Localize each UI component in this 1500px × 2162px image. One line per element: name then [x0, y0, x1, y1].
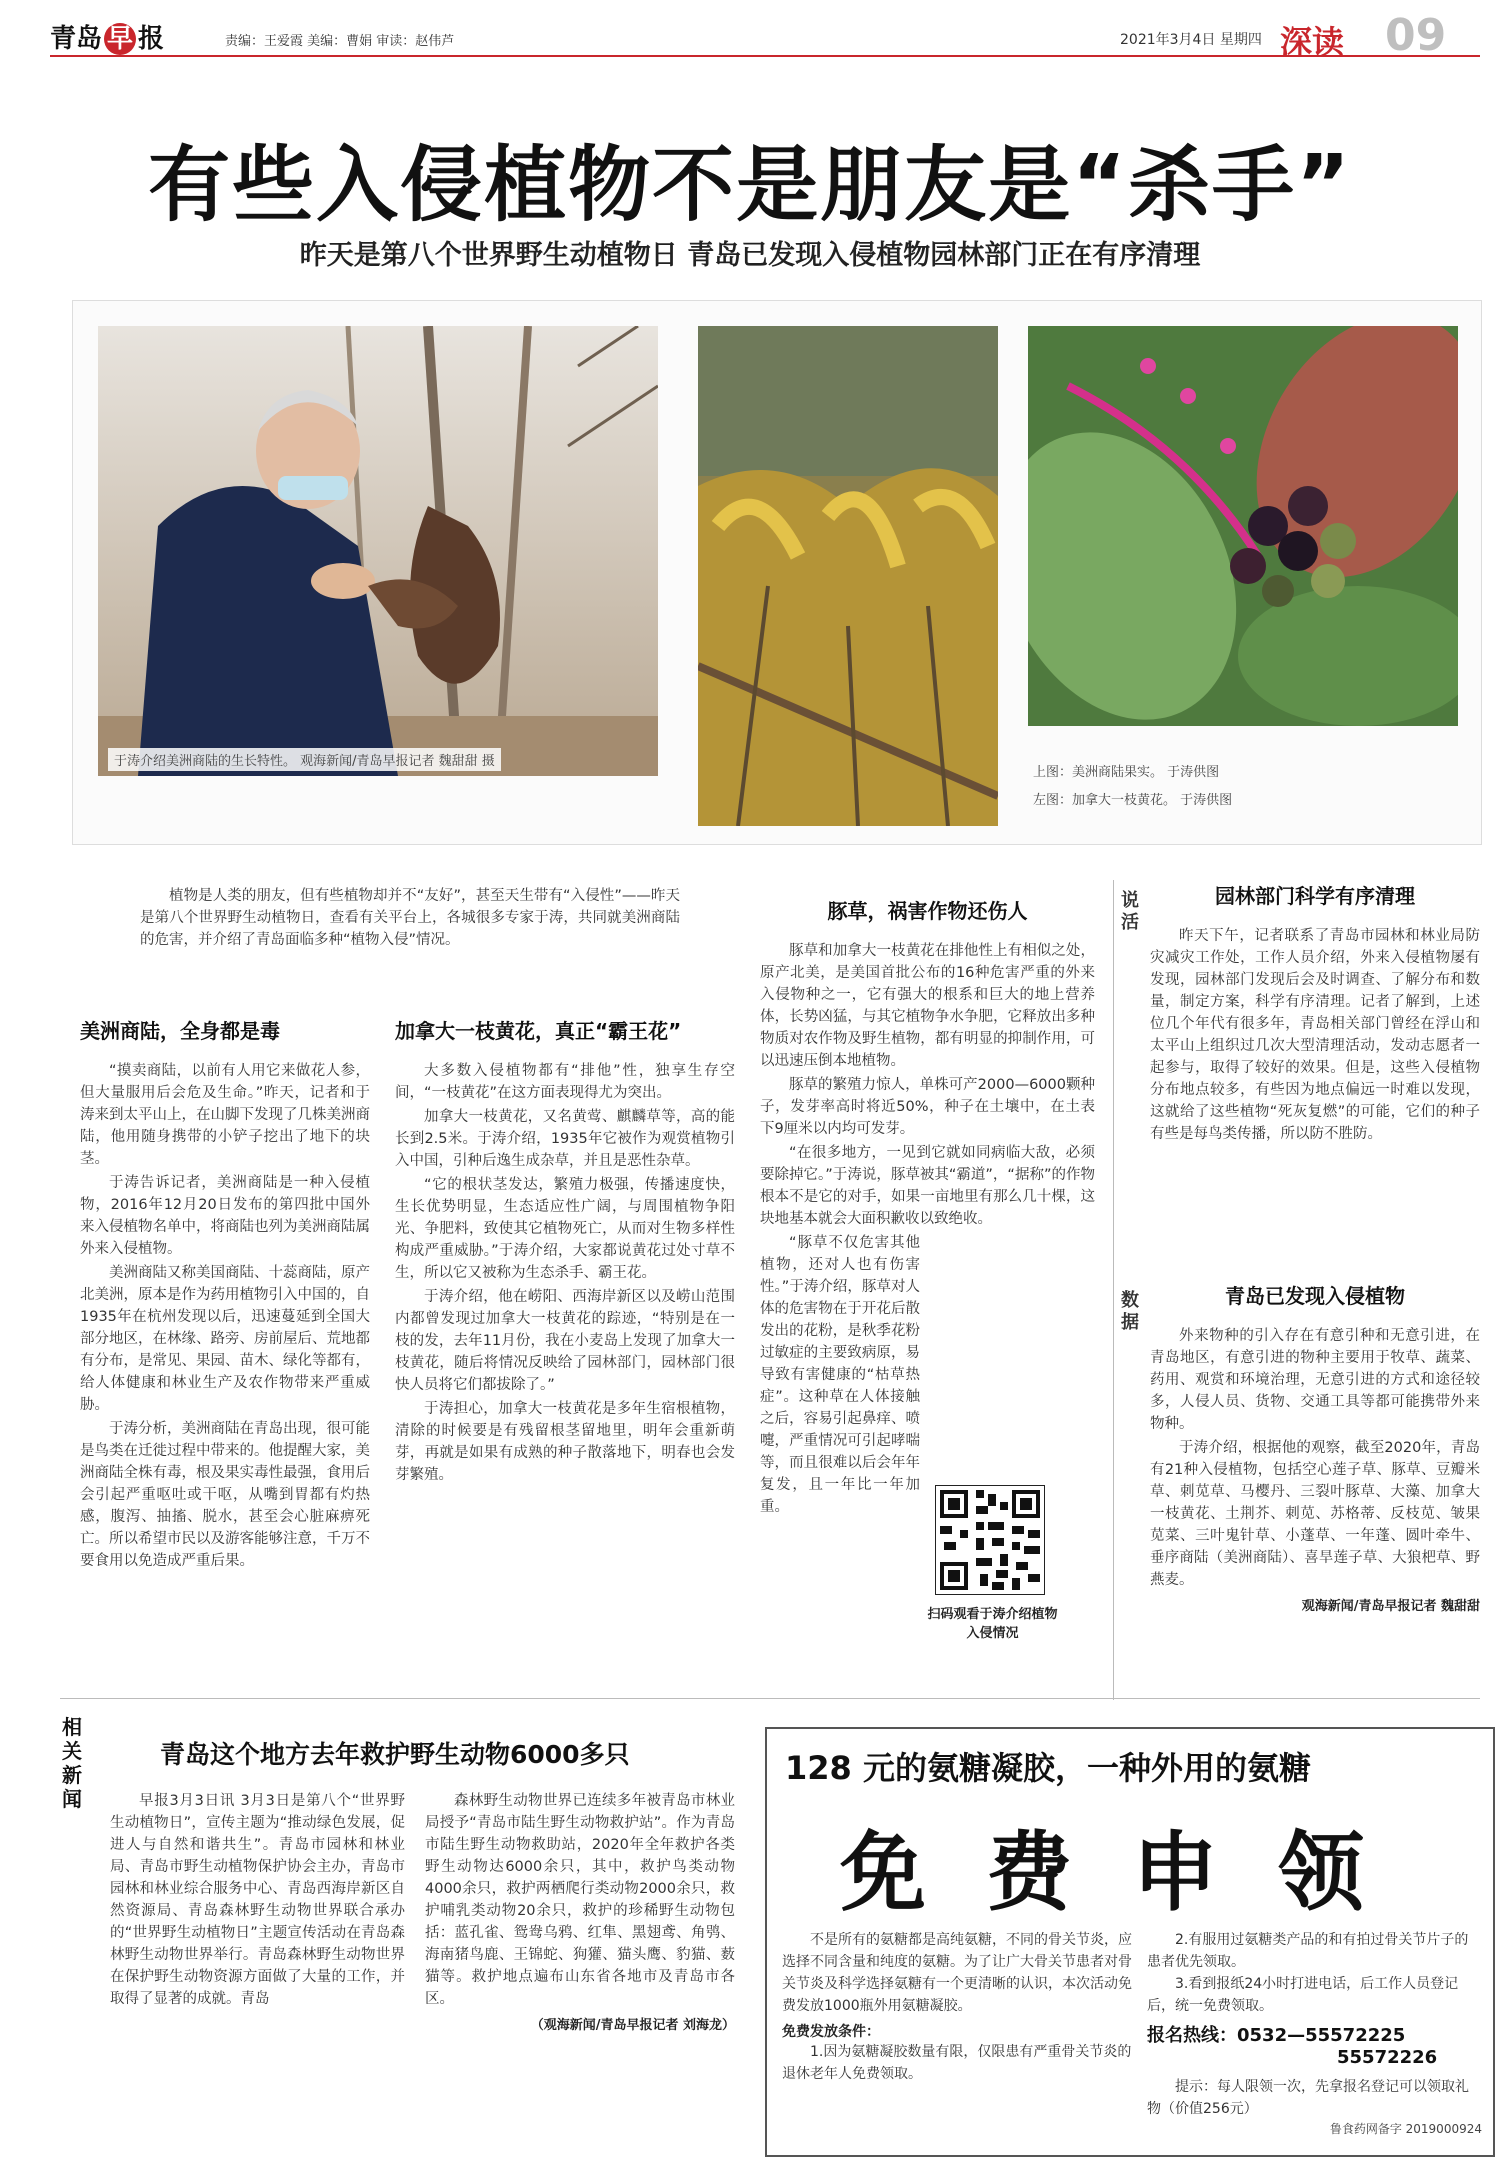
intro-text: 植物是人类的朋友，但有些植物却并不“友好”，甚至天生带有“入侵性”——昨天是第八个世界野生动植物日，查看有关平台上，各城很多专家于涛，共同就美洲商陆的危害，并介绍了青岛面临多种“植物入侵”情况。 [140, 888, 680, 948]
section-title: 园林部门科学有序清理 [1215, 884, 1415, 908]
section-title: 加拿大一枝黄花，真正“霸王花” [395, 1019, 682, 1043]
editor-credits: 责编：王爱霞 美编：曹娟 审读：赵伟芦 [225, 34, 455, 49]
section-title: 豚草，祸害作物还伤人 [827, 899, 1028, 923]
ad-free-claim: 免费申领 [840, 1822, 1424, 1923]
photo-expert-with-root [98, 326, 658, 776]
related-news-col2: 森林野生动物世界已连续多年被青岛市林业局授予“青岛市陆生野生动物救护站”。作为青岛市陆生野生动物救助站，2020年全年救护各类野生动物达6000余只，其中，救护鸟类动物4000余只，救护两栖爬行类动物2000余只，救护哺乳类动物20余只，救护的珍稀野生动物包括：蓝孔雀、鸳鸯乌鸦、红隼、黑翅鸢、角鸮、海南猪鸟鹿、王锦蛇、狗獾、猫头鹰、豹猫、薮猫等。救护地点遍布山东省各地市及青岛市各区。 （观海新闻/青岛早报记者 刘海龙） [425, 1793, 735, 2033]
photo-caption-left: 于涛介绍美洲商陆的生长特性。 观海新闻/青岛早报记者 魏甜甜 摄 [108, 748, 501, 771]
section-invasive-list: 青岛已发现入侵植物 外来物种的引入存在有意引种和无意引进，在青岛地区，有意引进的物种主要用于牧草、蔬菜、药用、观赏和环境治理，无意引进的方式和途径较多，人侵人员、货物、交通工具等都可能携带外来物种。 于涛介绍，根据他的观察，截至2020年，青岛有21种入侵植物，包括空心莲子草、豚草、豆瓣米草、刺苋草、马樱丹、三裂叶豚草、大藻、加拿大一枝黄花、土荆芥、刺苋、苏格蒂、反枝苋、皱果苋菜、三叶鬼针草、小蓬草、一年蓬、圆叶牵牛、垂序商陆（美洲商陆）、喜旱莲子草、大狼杷草、野燕麦。 观海新闻/青岛早报记者 魏甜甜 [1150, 1280, 1480, 1614]
hotline-label: 报名热线： [1147, 2025, 1237, 2046]
byline: 观海新闻/青岛早报记者 魏甜甜 [1301, 1599, 1480, 1614]
subheadline: 昨天是第八个世界野生动植物日 青岛已发现入侵植物园林部门正在有序清理 [299, 240, 1201, 271]
issue-date: 2021年3月4日 星期四 [1120, 32, 1262, 48]
section-title: 美洲商陆，全身都是毒 [80, 1019, 280, 1043]
photo-goldenrod [698, 326, 998, 826]
ad-title: 128 元的氨糖凝胶，一种外用的氨糖 [785, 1749, 1311, 1787]
headline: 有些入侵植物不是朋友是“杀手” [148, 138, 1352, 233]
newspaper-logo: 青岛 早 报 [50, 24, 165, 54]
photo-caption-right-1: 上图：美洲商陆果实。 于涛供图 [1033, 765, 1220, 780]
related-news-label: 相关新闻 [62, 1715, 82, 1811]
section-name: 深读 [1280, 23, 1345, 61]
advertisement [765, 1727, 1495, 2157]
related-news-col1: 早报3月3日讯 3月3日是第八个“世界野生动植物日”，宣传主题为“推动绿色发展，促进人与自然和谐共生”。青岛市园林和林业局、青岛市野生动植物保护协会主办，青岛市园林和林业综合服务中心、青岛西海岸新区自然资源局、青岛森林野生动物世界联合承办的“世界野生动植物日”主题宣传活动在青岛森林野生动物世界举行。青岛森林野生动物世界在保护野生动物资源方面做了大量的工作，并取得了显著的成就。青岛 [110, 1793, 405, 2007]
qr-caption: 扫码观看于涛介绍植物入侵情况 [927, 1607, 1058, 1641]
related-byline: （观海新闻/青岛早报记者 刘海龙） [530, 2018, 735, 2033]
section-divider [60, 1698, 1480, 1699]
hotline-number-2[interactable]: 55572226 [1337, 2047, 1438, 2068]
ad-right-column: 2.有服用过氨糖类产品的和有拍过骨关节片子的患者优先领取。 3.看到报纸24小时打进电话，后工作人员登记后，统一免费领取。 报名热线：0532—55572225 55572226 提示：每人限领一次，先拿报名登记可以领取礼物（价值256元） 鲁食药网备字 2019000924 [1147, 1932, 1482, 2136]
column-divider [1113, 880, 1114, 1700]
hotline-number-1[interactable]: 0532—55572225 [1237, 2025, 1406, 2046]
qr-code[interactable] [935, 1485, 1045, 1595]
ad-left-column: 不是所有的氨糖都是高纯氨糖，不同的骨关节炎，应选择不同含量和纯度的氨糖。为了让广大骨关节患者对骨关节炎及科学选择氨糖有一个更清晰的认识，本次活动免费发放1000瓶外用氨糖凝胶。 免费发放条件： 1.因为氨糖凝胶数量有限，仅限患有严重骨关节炎的退休老年人免费领取。 [782, 1932, 1132, 2082]
section-title: 青岛已发现入侵植物 [1225, 1284, 1405, 1308]
side-label-talk: 说活 [1121, 890, 1139, 933]
related-news-title: 青岛这个地方去年救护野生动物6000多只 [160, 1740, 630, 1769]
photo-panel [72, 300, 1482, 845]
section-american-pokeweed: 美洲商陆，全身都是毒 “摸卖商陆，以前有人用它来做花人参，但大量服用后会危及生命。”昨天，记者和于涛来到太平山上，在山脚下发现了几株美洲商陆，他用随身携带的小铲子挖出了地下的块茎。 于涛告诉记者，美洲商陆是一种入侵植物，2016年12月20日发布的第四批中国外来入侵植物名单中，将商陆也列为美洲商陆属外来入侵植物。 美洲商陆又称美国商陆、十蕊商陆，原产北美洲，原本是作为药用植物引入中国的，自1935年在杭州发现以后，迅速蔓延到全国大部分地区，在林缘、路旁、房前屋后、荒地都有分布，是常见、果园、苗木、绿化等都有，给人体健康和林业生产及农作物带来严重威胁。 于涛分析，美洲商陆在青岛出现，很可能是鸟类在迁徙过程中带来的。他提醒大家，美洲商陆全株有毒，根及果实毒性最强，食用后会引起严重呕吐或干呕，从嘴到胃都有灼热感，腹泻、抽搐、脱水，甚至会心脏麻痹死亡。所以希望市民以及游客能够注意，千万不要食用以免造成严重后果。 [80, 1015, 370, 1574]
section-garden-dept: 园林部门科学有序清理 昨天下午，记者联系了青岛市园林和林业局防灾减灾工作处，工作人员介绍，外来入侵植物屡有发现，园林部门发现后会及时调查、了解分布和数量，制定方案，科学有序清理。记者了解到，上述位几个年代有很多年，青岛相关部门曾经在浮山和太平山上组织过几次大型清理活动，发动志愿者一起参与，取得了较好的效果。但是，这些入侵植物分布地点较多，有些因为地点偏远一时难以发现，这就给了这些植物“死灰复燃”的可能，它们的种子有些是每鸟类传播，所以防不胜防。 [1150, 880, 1480, 1147]
photo-caption-right-2: 左图：加拿大一枝黄花。 于涛供图 [1033, 793, 1233, 808]
ad-approval-no: 鲁食药网备字 2019000924 [1329, 2122, 1482, 2136]
side-label-data: 数据 [1121, 1290, 1139, 1333]
section-ragweed: 豚草，祸害作物还伤人 豚草和加拿大一枝黄花在排他性上有相似之处，原产北美，是美国首批公布的16种危害严重的外来入侵物种之一，它有强大的根系和巨大的地上营养体，长势凶猛，与其它植物争水争肥，它释放出多种物质对农作物及野生植物，都有明显的抑制作用，可以迅速压倒本地植物。 豚草的繁殖力惊人，单株可产2000—6000颗种子，发芽率高时将近50%，种子在土壤中，在土表下9厘米以内均可发芽。 “在很多地方，一见到它就如同病临大敌，必须要除掉它。”于涛说，豚草被其“霸道”，“据称”的作物根本不是它的对手，如果一亩地里有那么几十棵，这块地基本就会大面积歉收以致绝收。 “豚草不仅危害其他植物，还对人也有伤害性。”于涛介绍，豚草对人体的危害物在于开花后散发出的花粉，是秋季花粉过敏症的主要致病原，易导致有害健康的“枯草热症”。这种草在人体接触之后，容易引起鼻痒、喷嚏，严重情况可引起哮喘等，而且很难以后会年年复发，且一年比一年加重。 [760, 895, 1095, 1520]
section-goldenrod: 加拿大一枝黄花，真正“霸王花” 大多数入侵植物都有“排他”性，独享生存空间，“一枝黄花”在这方面表现得尤为突出。 加拿大一枝黄花，又名黄莺、麒麟草等，高的能长到2.5米。于涛介绍，1935年它被作为观赏植物引入中国，引种后逸生成杂草，并且是恶性杂草。 “它的根状茎发达，繁殖力极强，传播速度快，生长优势明显，生态适应性广阔，与周围植物争阳光、争肥料，致使其它植物死亡，从而对生物多样性构成严重威胁。”于涛介绍，大家都说黄花过处寸草不生，所以它又被称为生态杀手、霸王花。 于涛介绍，他在崂阳、西海岸新区以及崂山范围内都曾发现过加拿大一枝黄花的踪迹，“特别是在一枝的发，去年11月份，我在小麦岛上发现了加拿大一枝黄花，随后将情况反映给了园林部门，园林部门很快人员将它们都拔除了。” 于涛担心，加拿大一枝黄花是多年生宿根植物，清除的时候要是有残留根茎留地里，明年会重新萌芽，再就是如果有成熟的种子散落地下，明春也会发芽繁殖。 [395, 1015, 735, 1488]
masthead [50, 10, 1480, 61]
photo-pokeweed-berries [1028, 326, 1458, 726]
page-number: 09 [1385, 10, 1447, 61]
